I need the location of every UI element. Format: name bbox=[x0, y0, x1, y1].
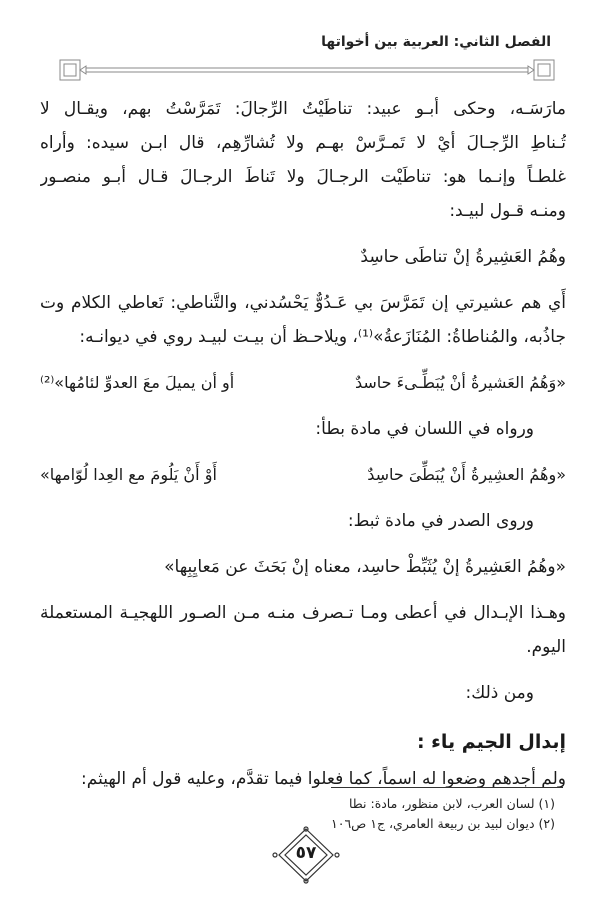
paragraph-line: ومنـه قـول لبيـد: bbox=[449, 201, 566, 221]
paragraph-line: ورواه في اللسان في مادة بطأ: bbox=[315, 419, 534, 439]
verse-line: «وهُمُ العَشِيرةُ إنْ يُثَبِّطْ حاسِد، معناه إنْ بَحَثَ عن مَعايِبِها» bbox=[164, 557, 566, 577]
paragraph-line: وروى الصدر في مادة ثبط: bbox=[347, 511, 534, 531]
body-text bbox=[40, 92, 566, 796]
verse-hemistich-left: أَوْ أَنْ يَلُومَ مع العِدا لُوّامها» bbox=[40, 465, 217, 484]
paragraph-line: ولم أجدهم وضعوا له اسماً، كما فعلوا فيما تقدَّم، وعليه قول أم الهيثم: bbox=[81, 769, 566, 789]
paragraph-line: غلطـاً وإنـما هو: تناطَيْت الرجـالَ ولا تَناطَ الرجـالَ قـال أبـو منصـور bbox=[40, 167, 566, 187]
footnote-item: (١) لسان العرب، لابن منظور، مادة: نطا bbox=[348, 796, 555, 811]
verse-hemistich-left: أو أن يميلَ معَ العدوِّ لئامُها»⁽²⁾ bbox=[40, 373, 235, 392]
paragraph-line: تُـناطِ الرِّجـالَ أيْ لا تَمـرَّسْ بهـم ولا تُشارِّهِم، قال ابـن سيده: وأراه bbox=[40, 133, 566, 153]
paragraph-line: اليوم. bbox=[526, 637, 566, 657]
page-number: ٥٧ bbox=[295, 843, 317, 863]
verse-line: وهُمُ العَشِيرةُ إنْ تناطَى حاسِدٌ bbox=[360, 247, 566, 267]
footnote-rule bbox=[331, 787, 563, 788]
paragraph-line: وهـذا الإبـدال في أعطى ومـا تـصرف منـه مـن الصـور اللهجيـة المستعملة bbox=[40, 603, 566, 623]
verse-hemistich-right: «وهُمُ العشِيرةُ أَنْ يُبَطِّىَ حاسِدٌ bbox=[367, 465, 566, 484]
paragraph-line: ومن ذلك: bbox=[465, 683, 534, 703]
paragraph-line: أَي هم عشيرتي إن تَمَرَّسَ بي عَـدُوٌّ يَحْسُدني، والتَّناطي: تَعاطي الكلام وت bbox=[40, 293, 566, 313]
footnote-item: (٢) ديوان لبيد بن ربيعة العامري، ج١ ص١٠٦ bbox=[331, 816, 555, 831]
running-header: الفصل الثاني: العربية بين أخواتها bbox=[321, 34, 551, 50]
verse-couplet bbox=[40, 366, 566, 400]
paragraph-line: جاذُبه، والمُناطاةُ: المُنَازَعةُ»⁽¹⁾، ويلاحـظ أن بيـت لبيـد روي في ديوانـه: bbox=[79, 327, 566, 347]
verse-couplet bbox=[40, 458, 566, 492]
paragraph-line: مارَسَـه، وحكى أبـو عبيد: تناطَيْتُ الرِّجالَ: تَمَرَّسْتُ بهم، ويقـال لا bbox=[40, 99, 566, 119]
verse-hemistich-right: «وَهُمُ العَشيرةُ أنْ يُبَطِّـىءَ حاسدٌ bbox=[354, 373, 566, 392]
header-ornament bbox=[56, 58, 558, 86]
section-subheading: إبدال الجيم ياء : bbox=[416, 731, 566, 753]
